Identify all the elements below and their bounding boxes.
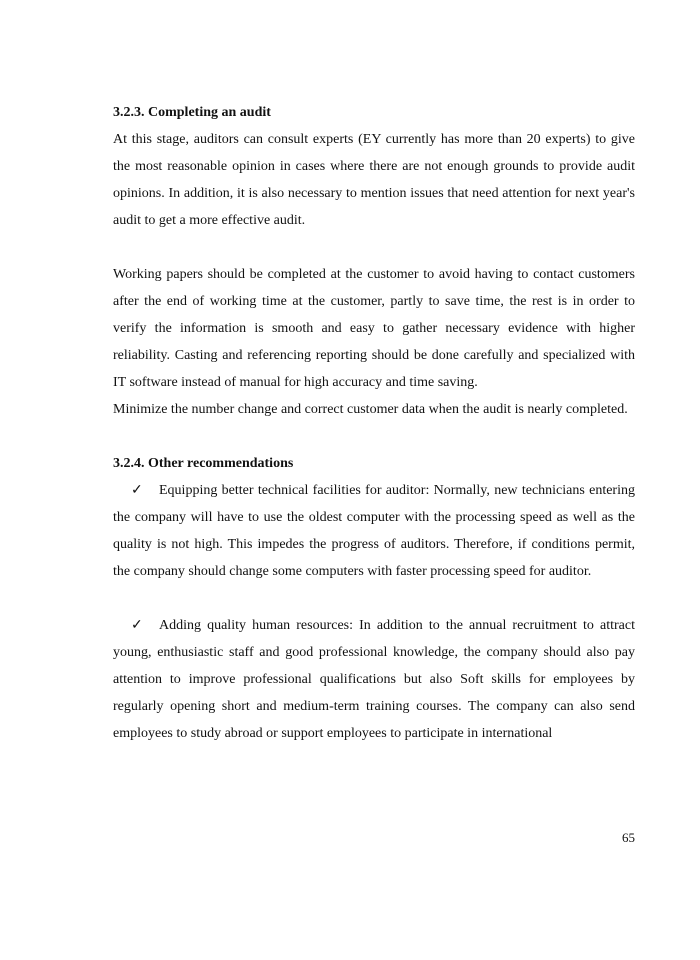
checkmark-icon: ✓ bbox=[131, 618, 143, 633]
page-body bbox=[113, 99, 635, 747]
paragraph-minimize-changes: Minimize the number change and correct customer data when the audit is nearly completed. bbox=[113, 402, 628, 417]
section-heading-3-2-3: 3.2.3. Completing an audit bbox=[113, 105, 271, 120]
paragraph-expert-consultation: At this stage, auditors can consult experts (EY currently has more than 20 experts) to give the most reasonable opinion in cases where there are not enough grounds to provide audit opinions. In addition, it is also necessary to mention issues that need attention for next year's audit to get a more effective audit. bbox=[113, 132, 635, 228]
bullet-text: Equipping better technical facilities for auditor: Normally, new technicians entering the company will have to use the oldest computer with the processing speed as well as the quality is not high. This impedes the progress of auditors. Therefore, if conditions permit, the company should change some computers with faster processing speed for auditor. bbox=[113, 483, 635, 579]
page-number: 65 bbox=[622, 830, 635, 845]
paragraph-spacer bbox=[113, 234, 635, 261]
paragraph-working-papers: Working papers should be completed at the customer to avoid having to contact customers after the end of working time at the customer, partly to save time, the rest is in order to verify the information is smooth and easy to gather necessary evidence with higher reliability. Casting and referencing reporting should be done carefully and specialized with IT software instead of manual for high accuracy and time saving. bbox=[113, 267, 635, 390]
paragraph-spacer bbox=[113, 585, 635, 612]
bullet-text: Adding quality human resources: In addition to the annual recruitment to attract young, enthusiastic staff and good professional knowledge, the company should also pay attention to improve professional qualifications but also Soft skills for employees by regularly opening short and medium-term training courses. The company can also send employees to study abroad or support employees to participate in international bbox=[113, 618, 635, 741]
paragraph-spacer bbox=[113, 423, 635, 450]
bullet-item-technical-facilities bbox=[113, 477, 635, 585]
section-heading-3-2-4: 3.2.4. Other recommendations bbox=[113, 456, 294, 471]
checkmark-icon: ✓ bbox=[131, 483, 143, 498]
bullet-item-human-resources bbox=[113, 612, 635, 747]
